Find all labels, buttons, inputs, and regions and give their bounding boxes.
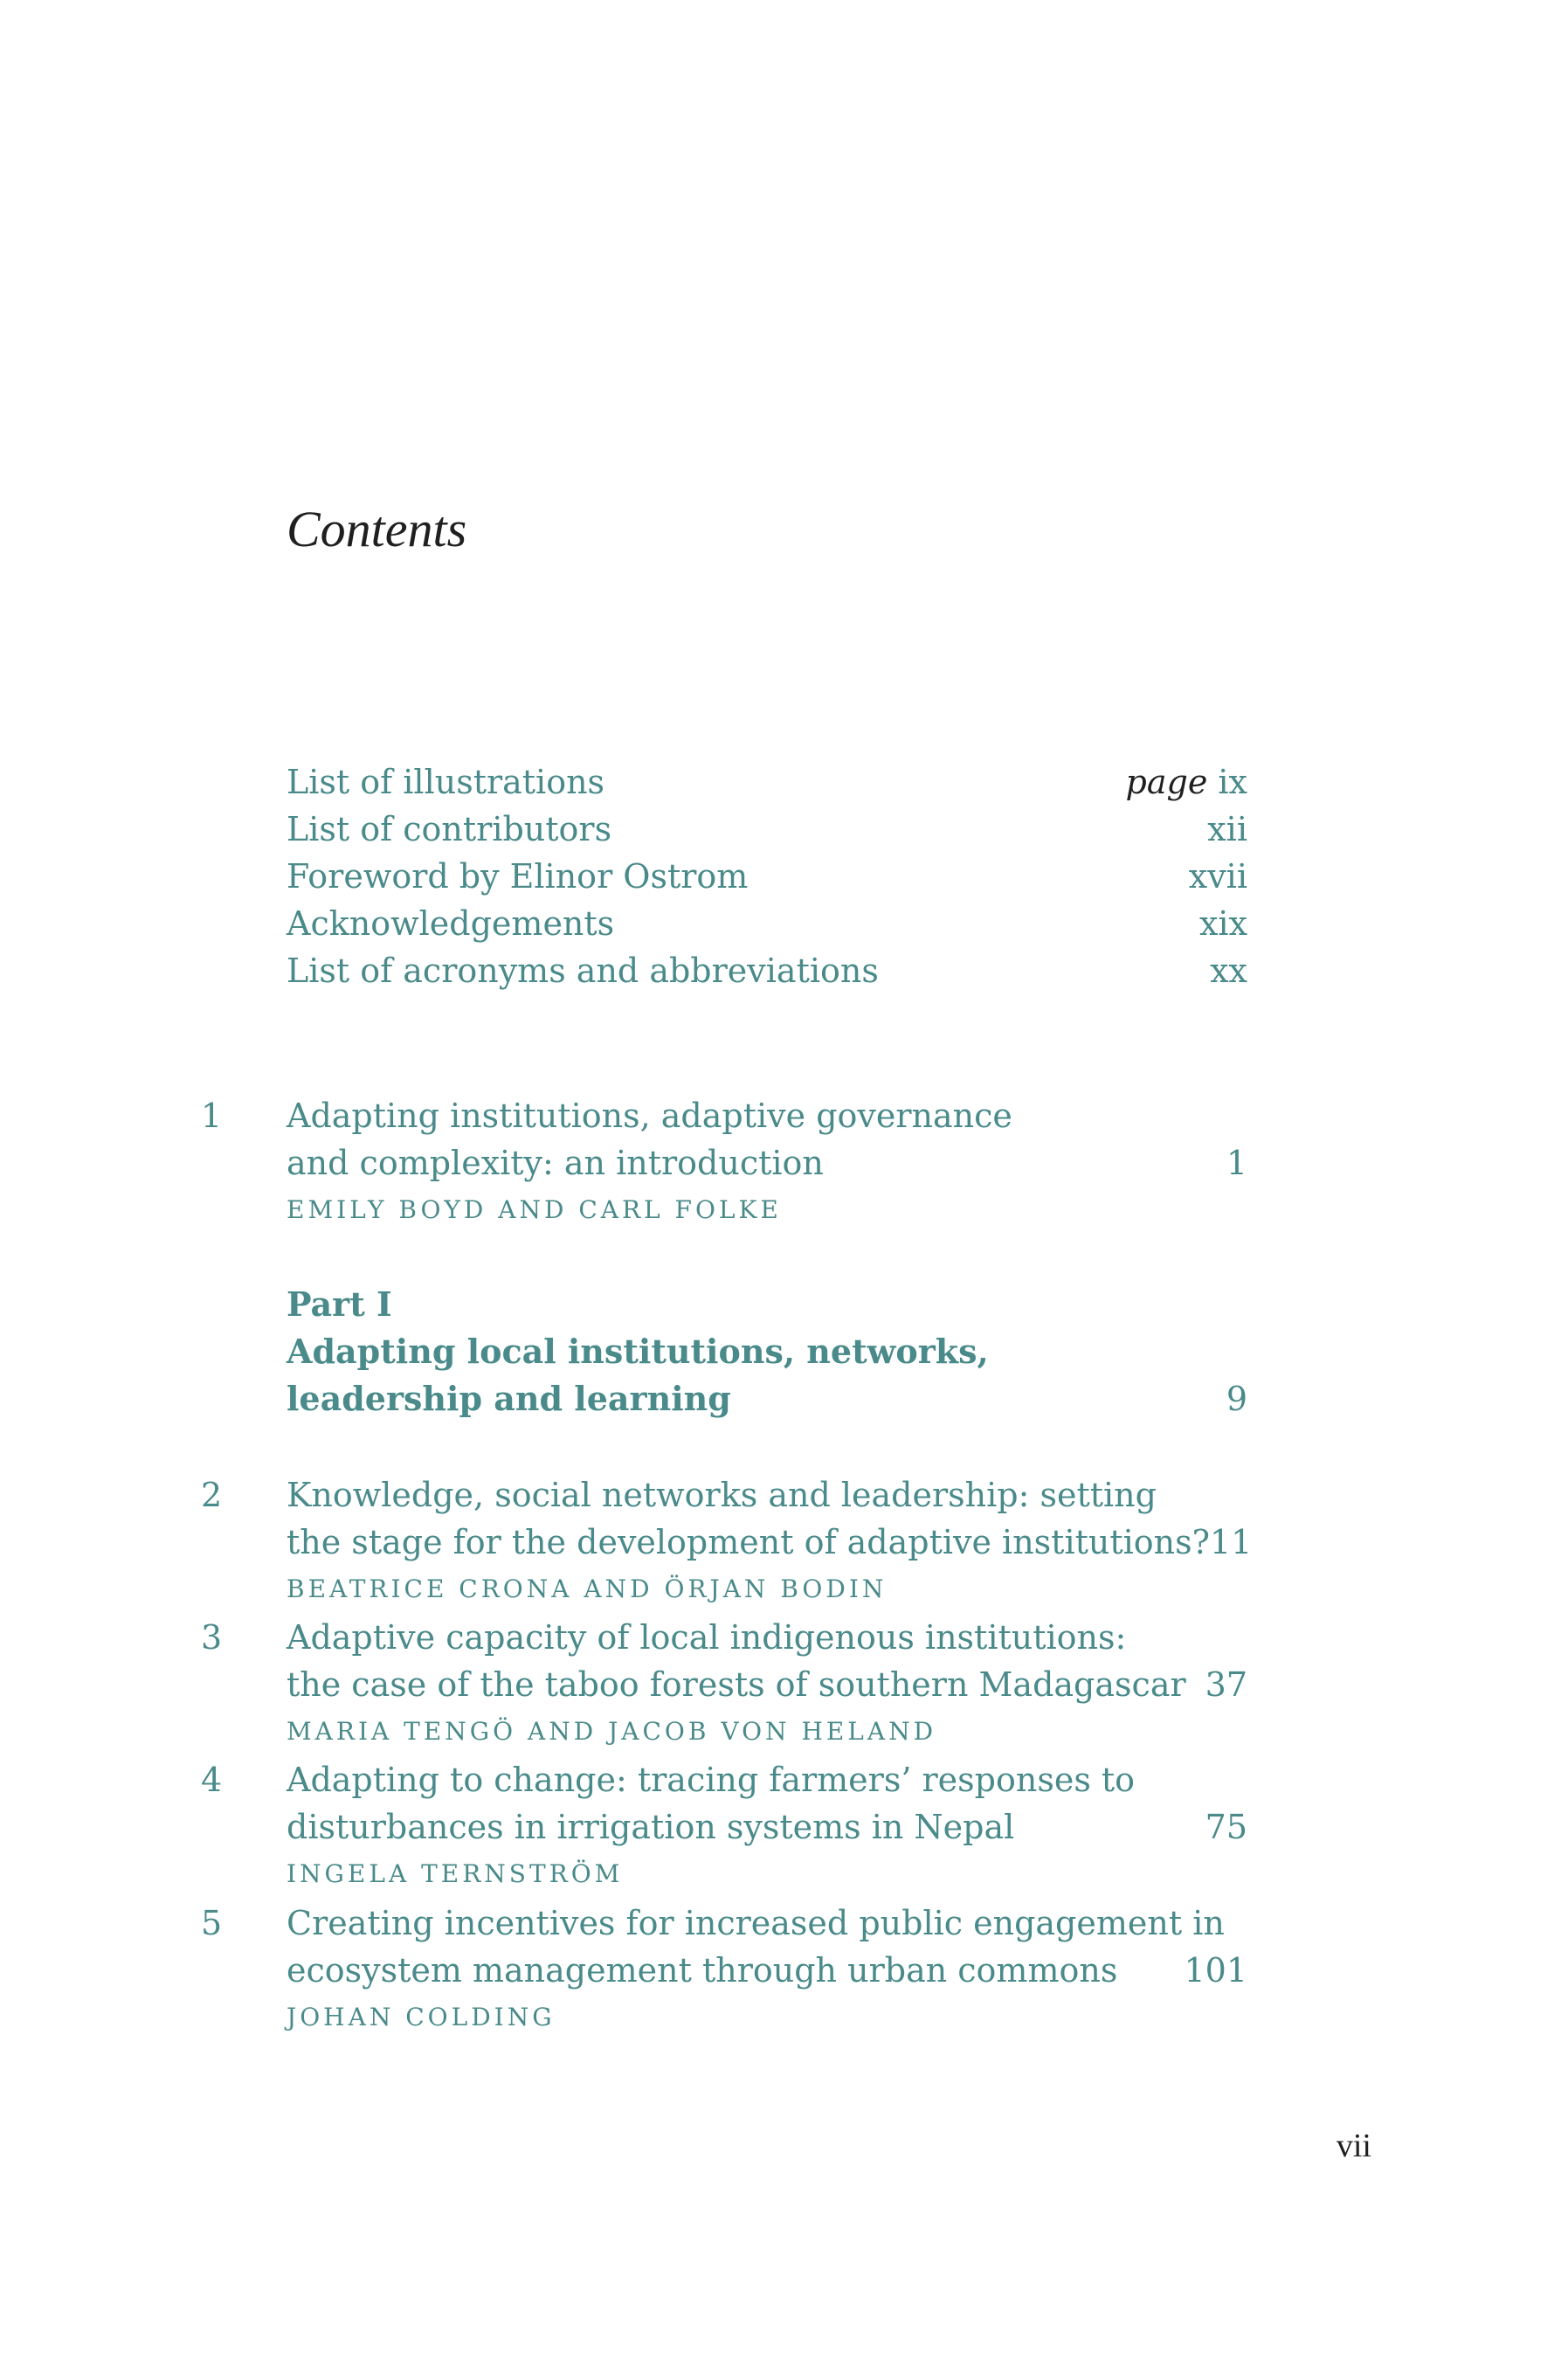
chapter-title-line: Adapting to change: tracing farmers’ responses to	[287, 1761, 1136, 1799]
chapter-title-line: Knowledge, social networks and leadership: setting	[287, 1476, 1157, 1514]
chapter-number: 1	[201, 1097, 223, 1135]
part-page: 9	[1226, 1380, 1247, 1418]
toc-entry-title: List of acronyms and abbreviations	[287, 952, 879, 990]
part-heading	[287, 1281, 1247, 1422]
toc-entry-title: List of illustrations	[287, 763, 605, 801]
toc-entry-page: page ix	[1125, 763, 1247, 801]
chapter-title-line: the case of the taboo forests of southern Madagascar 37	[287, 1661, 1247, 1708]
chapter-body	[287, 1900, 1247, 2041]
chapter-body	[287, 1471, 1253, 1613]
toc-entry-page: xix	[1198, 904, 1247, 943]
page-prefix: page	[1125, 763, 1208, 801]
chapter-number: 2	[201, 1476, 223, 1514]
toc-entry-page: xii	[1207, 810, 1247, 848]
chapter-authors: INGELA TERNSTRÖM	[287, 1859, 624, 1888]
chapter-authors: MARIA TENGÖ AND JACOB VON HELAND	[287, 1717, 937, 1746]
toc-entry	[287, 947, 1247, 994]
part-title-line: leadership and learning 9	[287, 1375, 1247, 1422]
chapter-title-line: Creating incentives for increased public engagement in	[287, 1904, 1225, 1942]
toc-entry-title: Foreword by Elinor Ostrom	[287, 857, 749, 896]
toc-entry	[287, 806, 1247, 853]
chapter-title-line: Adapting institutions, adaptive governance	[287, 1097, 1012, 1135]
toc-entry	[287, 853, 1247, 900]
chapter-title-line: and complexity: an introduction 1	[287, 1139, 1247, 1187]
chapter-page: 11	[1210, 1523, 1253, 1561]
chapter-authors: JOHAN COLDING	[287, 2003, 556, 2031]
toc-entry-title: Acknowledgements	[287, 904, 615, 943]
chapter-body	[287, 1092, 1247, 1234]
toc-entry-page: xx	[1210, 952, 1247, 990]
part-label: Part I	[287, 1284, 392, 1324]
chapter-number: 5	[201, 1904, 223, 1942]
toc-entry-title: List of contributors	[287, 810, 612, 848]
chapter-body	[287, 1756, 1247, 1898]
chapter-number: 3	[201, 1618, 223, 1657]
chapter-title-line: the stage for the development of adaptive institutions? 11	[287, 1519, 1247, 1566]
chapter-authors: EMILY BOYD AND CARL FOLKE	[287, 1195, 782, 1224]
chapter-body	[287, 1614, 1247, 1755]
toc-entry-page: xvii	[1188, 857, 1247, 896]
chapter-number: 4	[201, 1761, 223, 1799]
chapter-title-line: Adaptive capacity of local indigenous institutions:	[287, 1618, 1127, 1657]
chapter-page: 75	[1205, 1808, 1247, 1846]
toc-entry	[287, 758, 1247, 806]
chapter-page: 1	[1226, 1144, 1247, 1182]
part-title-line: Adapting local institutions, networks,	[287, 1332, 989, 1371]
chapter-title-line: disturbances in irrigation systems in Nepal 75	[287, 1803, 1247, 1851]
chapter-authors: BEATRICE CRONA AND ÖRJAN BODIN	[287, 1574, 888, 1603]
page-title: Contents	[287, 501, 467, 557]
chapter-title-line: ecosystem management through urban commons 101	[287, 1947, 1247, 1994]
front-matter-list	[287, 758, 1247, 994]
chapter-page: 101	[1184, 1951, 1247, 1990]
chapter-page: 37	[1205, 1665, 1247, 1704]
page-number: vii	[1336, 2128, 1371, 2164]
toc-entry	[287, 900, 1247, 947]
